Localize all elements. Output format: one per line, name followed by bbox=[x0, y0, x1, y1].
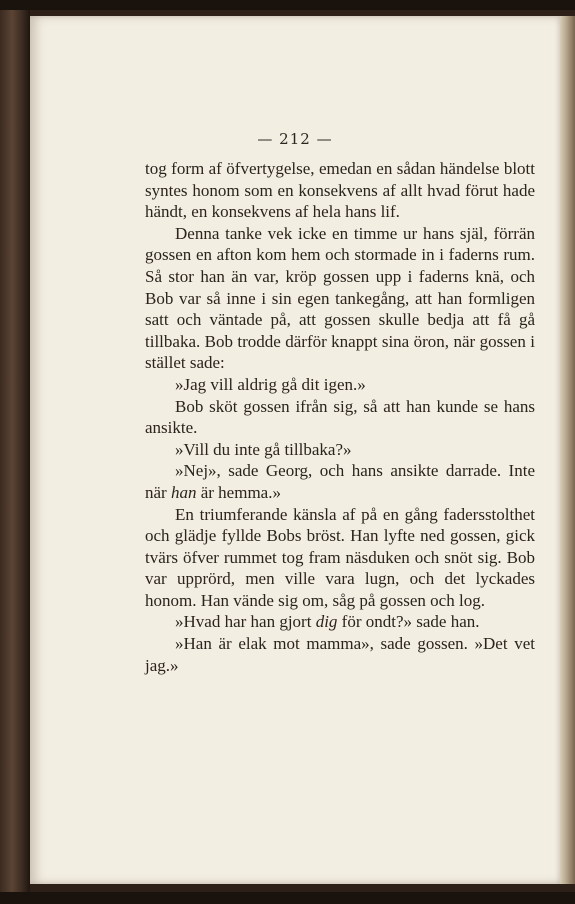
text-run: »Nej», sade Georg, och hans ansikte darrade. Inte när bbox=[145, 461, 535, 502]
text-run: Denna tanke vek icke en timme ur hans själ, förrän gossen en afton kom hem och stormade in i faderns rum. Så stor han än var, kröp gossen upp i faderns knä, och Bob var så inne i sin egen tankegång, att han formligen satt och väntade på, att gossen skulle bedja att få gå tillbaka. Bob trodde därför knappt sina öron, när gossen i stället sade: bbox=[145, 223, 535, 373]
book-spine bbox=[0, 10, 30, 892]
text-run: »Hvad har han gjort bbox=[175, 612, 316, 632]
paragraph bbox=[145, 611, 535, 633]
text-run: Bob sköt gossen ifrån sig, så att han kunde se hans ansikte. bbox=[145, 396, 535, 438]
paragraph bbox=[145, 396, 535, 439]
book-page bbox=[30, 16, 560, 884]
paragraph bbox=[145, 374, 535, 396]
text-run: »Vill du inte gå tillbaka?» bbox=[175, 439, 352, 459]
text-run: för ondt?» sade han. bbox=[337, 612, 480, 632]
page-edges bbox=[560, 16, 575, 884]
text-run: tog form af öfvertygelse, emedan en sådan händelse blott syntes honom som en konsekvens af allt hvad förut hade händt, en konsekvens af hela hans lif. bbox=[145, 159, 535, 222]
paragraph bbox=[145, 223, 535, 374]
paragraph bbox=[145, 504, 535, 612]
emphasized-text: dig bbox=[315, 612, 338, 632]
text-run: En triumferande känsla af på en gång fadersstolthet och glädje fyllde Bobs bröst. Han lyfte ned gossen, gick tvärs öfver rummet tog fram näsduken och snöt sig. Bob var upprörd, men ville vara lugn, och det lyckades honom. Han vände sig om, såg på gossen och log. bbox=[145, 504, 535, 610]
text-run: är hemma.» bbox=[196, 482, 281, 502]
paragraph bbox=[145, 460, 535, 503]
emphasized-text: han bbox=[170, 482, 197, 502]
paragraph bbox=[145, 158, 535, 223]
text-run: »Han är elak mot mamma», sade gossen. »Det vet jag.» bbox=[145, 634, 535, 675]
body-text bbox=[145, 158, 535, 676]
paragraph bbox=[145, 439, 535, 461]
text-run: »Jag vill aldrig gå dit igen.» bbox=[175, 374, 366, 394]
paragraph bbox=[145, 633, 535, 676]
page-number: — 212 — bbox=[257, 130, 333, 148]
